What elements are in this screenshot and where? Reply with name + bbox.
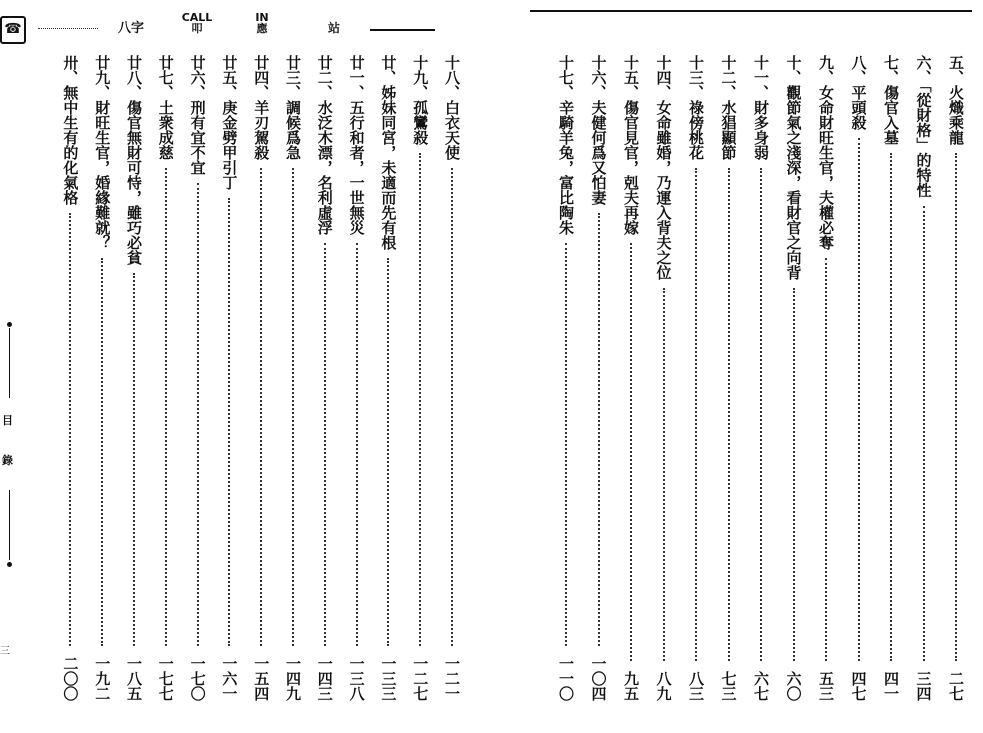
toc-entry-page: 九五 [622,671,640,701]
phone-icon: ☎ [0,16,26,44]
toc-entry[interactable] [90,55,114,705]
header-in-sub: 應 [256,22,268,35]
toc-entry-page: 八九 [654,671,673,701]
toc-dot-leader [356,243,358,646]
toc-entry-page: 一四三 [315,656,334,701]
toc-entry-title: 十四、女命雖婚，乃運入背夫之位 [654,55,673,280]
toc-entry-title: 廿四、羊刃駕殺 [252,55,271,160]
toc-entry-title: 廿二、水泛木漂，名利虛浮 [315,55,334,235]
toc-entry[interactable] [249,55,273,705]
toc-entry[interactable] [847,55,871,705]
toc-entry-page: 一三八 [347,656,366,701]
toc-entry-page: 一七〇 [188,656,207,701]
running-header [0,8,470,42]
toc-dot-leader [598,213,600,646]
header-dotted-rule [38,28,98,29]
toc-entry-page: 四一 [882,671,900,701]
toc-dot-leader [419,153,421,646]
toc-entry[interactable] [554,55,578,705]
toc-entry-page: 一三三 [379,656,398,701]
toc-entry-page: 一〇四 [589,656,608,701]
toc-entry-page: 二七 [947,671,965,701]
toc-entry-page: 三四 [914,671,933,701]
toc-dot-leader [728,168,730,661]
toc-entry[interactable] [717,55,741,705]
toc-dot-leader [695,168,697,661]
toc-entry-page: 六〇 [784,671,803,701]
toc-entry[interactable] [122,55,146,705]
toc-entry[interactable] [58,55,82,705]
toc-entry-title: 十一、財多身弱 [752,55,770,160]
toc-dot-leader [69,213,71,646]
toc-entry-title: 八、平頭殺 [849,55,868,130]
toc-entry[interactable] [587,55,611,705]
toc-entry[interactable] [619,55,643,705]
toc-dot-leader [890,153,892,661]
header-zhan: 站 [328,21,341,35]
header-in-text: IN [255,11,269,24]
side-line-bottom [9,490,10,560]
side-dot-bottom [7,562,12,567]
toc-dot-leader [565,243,567,646]
side-label-mu: 目 [2,414,13,427]
toc-dot-leader [133,273,135,646]
toc-entry-title: 廿八、傷官無財可恃，雖巧必貧 [125,55,143,265]
right-page [512,0,983,733]
toc-entry[interactable] [376,55,400,705]
toc-entry-page: 一八五 [125,656,143,701]
toc-entry-title: 卅、無中生有的化氣格 [61,55,80,205]
toc-dot-leader [387,258,389,646]
toc-entry-title: 廿九、財旺生官，婚緣難就？ [93,55,112,250]
toc-entry[interactable] [408,55,432,705]
toc-entry-page: 七三 [719,671,738,701]
toc-dot-leader [825,258,827,661]
toc-entry-page: 四七 [849,671,868,701]
toc-entry-page: 一七七 [156,656,175,701]
toc-entry-title: 十六、夫健何爲又怕妻 [589,55,608,205]
toc-entry[interactable] [879,55,903,705]
header-rule [370,29,435,31]
toc-entry[interactable] [749,55,773,705]
toc-entry-page: 一二一 [443,656,461,701]
toc-dot-leader [197,183,199,646]
toc-entry-title: 廿六、刑有宜不宜 [188,55,207,175]
side-line-top [9,328,10,398]
toc-entry-page: 一二七 [411,656,430,701]
toc-dot-leader [451,168,453,646]
toc-entry[interactable] [217,55,241,705]
toc-entry-page: 六七 [752,671,770,701]
toc-entry-title: 十二、水猖顯節 [719,55,738,160]
toc-entry-title: 十三、祿傍桃花 [687,55,705,160]
side-ornament [0,300,20,630]
page-number: 三 [0,646,10,657]
toc-entry-title: 十八、白衣天使 [443,55,461,160]
toc-entry-title: 九、女命財旺生官，夫權必奪 [817,55,835,250]
toc-dot-leader [663,288,665,661]
toc-dot-leader [955,153,957,661]
toc-entry-page: 五三 [817,671,835,701]
header-call-sub: 叩 [191,22,203,35]
toc-entry[interactable] [440,55,464,705]
toc-entry-title: 廿一、五行和者，一世無災 [347,55,366,235]
toc-entry-title: 五、火熾乘龍 [947,55,965,145]
toc-entry[interactable] [313,55,337,705]
toc-entry-title: 六、「從財格」的特性 [914,55,933,198]
toc-entry-page: 八三 [687,671,705,701]
toc-entry[interactable] [281,55,305,705]
toc-entry[interactable] [652,55,676,705]
left-page [0,0,470,733]
toc-entry-page: 一六一 [220,656,239,701]
toc-entry-title: 十、觀節氣之淺深，看財官之向背 [784,55,803,280]
toc-dot-leader [858,138,860,661]
toc-entry-title: 十七、辛騎羊兔，富比陶朱 [557,55,575,235]
toc-dot-leader [260,168,262,646]
toc-entry-title: 十九、孤鸞殺 [411,55,430,145]
toc-entry[interactable] [782,55,806,705]
toc-entry[interactable] [912,55,936,705]
toc-entry-page: 二〇〇 [61,656,80,701]
toc-entry[interactable] [684,55,708,705]
toc-dot-leader [923,206,925,662]
header-in [252,12,272,34]
toc-dot-leader [630,243,632,661]
header-bazi: 八字 [118,21,145,36]
toc-entry[interactable] [944,55,968,705]
toc-dot-leader [324,243,326,646]
header-call-text: CALL [181,11,213,24]
toc-dot-leader [228,198,230,646]
toc-entry-page: 一五四 [252,656,271,701]
toc-entry-page: 一九二 [93,656,112,701]
toc-entry-page: 一一〇 [557,656,575,701]
toc-entry-page: 一四九 [284,656,302,701]
toc-entry[interactable] [814,55,838,705]
toc-dot-leader [292,168,294,646]
toc-entry-title: 廿三、調候爲急 [284,55,302,160]
toc-entry[interactable] [154,55,178,705]
toc-entry[interactable] [345,55,369,705]
toc-dot-leader [793,288,795,661]
side-dot-top [7,322,12,327]
toc-entry[interactable] [186,55,210,705]
toc-dot-leader [165,168,167,646]
toc-entry-title: 廿七、土衆成慈 [156,55,175,160]
toc-entry-title: 七、傷官入墓 [882,55,900,145]
toc-dot-leader [760,168,762,661]
side-label-lu: 錄 [2,454,13,467]
header-rule-right [530,10,972,12]
toc-entry-title: 十五、傷官見官，剋夫再嫁 [622,55,640,235]
toc-entry-title: 廿五、庚金劈甲引丁 [220,55,239,190]
header-call [175,12,219,34]
toc-entry-title: 廿、姊妹同宮，未適而先有根 [379,55,398,250]
toc-dot-leader [101,258,103,646]
